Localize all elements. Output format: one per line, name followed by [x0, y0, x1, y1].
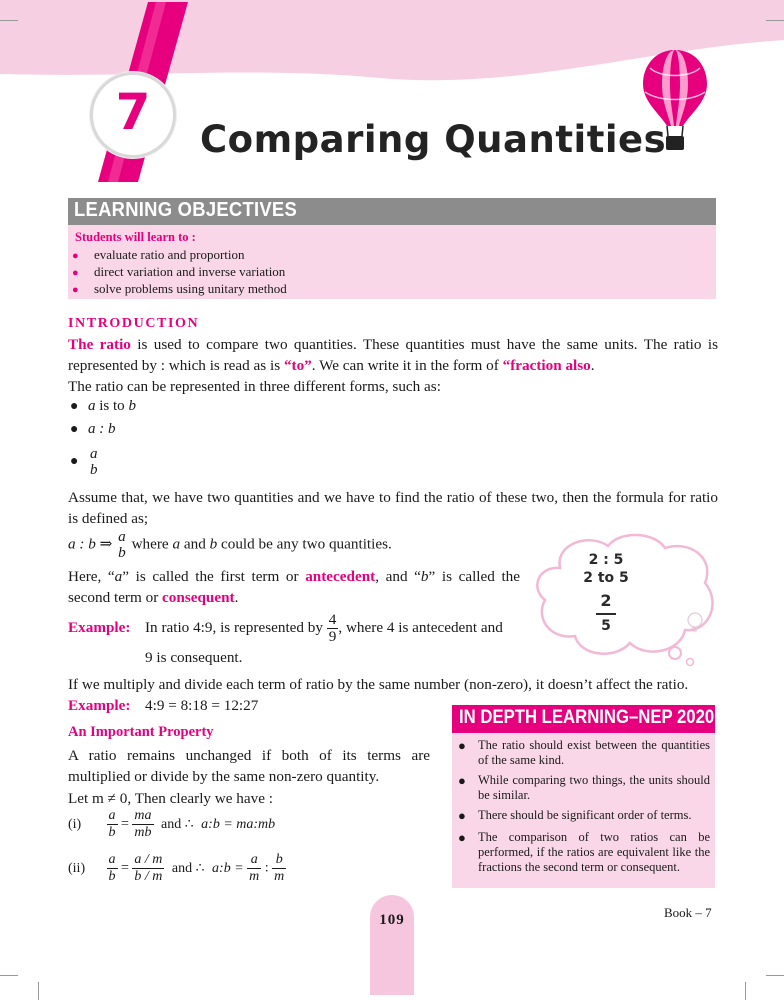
chapter-number: 7 [115, 83, 151, 141]
introduction-paragraph-1: The ratio is used to compare two quantities. These quantities must have the same units. The ratio is represented by : which is read as is “to”. We can write it in the form of “fraction also. [68, 336, 718, 374]
crop-mark [766, 975, 784, 976]
page-number: 109 [379, 912, 405, 928]
introduction-paragraph-4: Here, “a” is called the first term or antecedent, and “b” is called the second term or consequent. [68, 568, 521, 606]
bullet-icon: ● [70, 454, 79, 469]
learning-objective-item: ● solve problems using unitary method [72, 281, 287, 296]
property-let: Let m ≠ 0, Then clearly we have : [68, 790, 273, 807]
in-depth-item: ● While comparing two things, the units should be similar. [458, 773, 710, 802]
cloud-ratio-to: 2 to 5 [583, 570, 629, 586]
learning-objective-item: ● evaluate ratio and proportion [72, 247, 245, 262]
cloud-fraction-bar [596, 613, 616, 615]
cloud-fraction-denominator: 5 [601, 618, 611, 634]
crop-mark [0, 20, 18, 21]
learning-objectives-intro: Students will learn to : [75, 230, 196, 244]
example-label: Example: [68, 697, 131, 714]
example-label: Example: [68, 618, 131, 636]
example-2: Example: 4:9 = 8:18 = 12:27 [68, 697, 259, 714]
bullet-icon: ● [458, 830, 466, 845]
in-depth-item: ● There should be significant order of terms. [458, 808, 692, 823]
chapter-title: Comparing Quantities [200, 118, 667, 161]
bullet-icon: ● [458, 773, 466, 788]
crop-mark [766, 20, 784, 21]
fraction: $\frac{ma}{mb}$ [134, 808, 152, 840]
in-depth-learning-heading: IN DEPTH LEARNING–NEP 2020 [459, 707, 715, 728]
bullet-icon: ● [72, 267, 79, 279]
crop-mark [0, 975, 18, 976]
fraction: $\frac{a}{m}$ [249, 852, 260, 884]
property-heading: An Important Property [68, 724, 214, 740]
bullet-icon: ● [70, 422, 79, 437]
fraction: $\frac{b}{m}$ [274, 852, 285, 884]
bullet-icon: ● [70, 399, 79, 414]
fraction: a b [118, 528, 126, 561]
cloud-ratio-colon: 2 : 5 [588, 552, 624, 568]
fraction: $\frac{a}{b}$ [108, 852, 116, 884]
property-text: A ratio remains unchanged if both of its terms are multiplied or divide by the same non-zero quantity. [68, 747, 430, 785]
fraction: $\frac{a / m}{b / m}$ [134, 852, 163, 884]
bullet-icon: ● [72, 284, 79, 296]
bullet-icon: ● [458, 808, 466, 823]
property-equation-1: (i) $\frac{a}{b}$ = $\frac{ma}{mb}$ and ∴ a:b = ma:mb [68, 808, 276, 840]
example-1-continued: 9 is consequent. [145, 649, 243, 666]
introduction-paragraph-3: Assume that, we have two quantities and we have to find the ratio of these two, then the formula for ratio is defined as; [68, 489, 718, 527]
cloud-fraction-numerator: 2 [600, 591, 612, 610]
fraction: $\frac{4}{9}$ [328, 611, 337, 645]
learning-objectives-heading: LEARNING OBJECTIVES [74, 199, 298, 221]
bullet-icon: ● [72, 250, 79, 262]
crop-mark [38, 982, 39, 1000]
book-label: Book – 7 [664, 905, 712, 920]
page-number-tab [370, 895, 414, 995]
fraction: a b [90, 446, 98, 478]
property-equation-2: (ii) $\frac{a}{b}$ = $\frac{a / m}{b / m}$ and ∴ a:b = $\frac{a}{m}$ : $\frac{b}{m}$ [68, 852, 285, 884]
hot-air-balloon-icon [640, 48, 710, 154]
learning-objective-item: ● direct variation and inverse variation [72, 264, 286, 279]
example-1: Example: In ratio 4:9, is represented by $\frac{4}{9}$ , where 4 is antecedent and [68, 611, 503, 645]
introduction-paragraph-5: If we multiply and divide each term of ratio by the same number (non-zero), it doesn’t affect the ratio. [68, 676, 689, 693]
ratio-form-3 [70, 446, 100, 478]
fraction: $\frac{a}{b}$ [108, 808, 116, 840]
introduction-paragraph-2: The ratio can be represented in three different forms, such as: [68, 378, 441, 395]
in-depth-item: ● The ratio should exist between the quantities of the same kind. [458, 738, 710, 767]
crop-mark [745, 982, 746, 1000]
in-depth-item: ● The comparison of two ratios can be performed, if the ratios are equivalent like the fractions the second term or consequent. [458, 830, 710, 874]
bullet-icon: ● [458, 738, 466, 753]
ratio-form-1: ● a is to b [70, 398, 136, 414]
ratio-formula: a : b ⇒ a b where a and b could be any two quantities. [68, 528, 392, 561]
introduction-heading: INTRODUCTION [68, 316, 200, 331]
ratio-form-2: ● a : b [70, 421, 116, 437]
